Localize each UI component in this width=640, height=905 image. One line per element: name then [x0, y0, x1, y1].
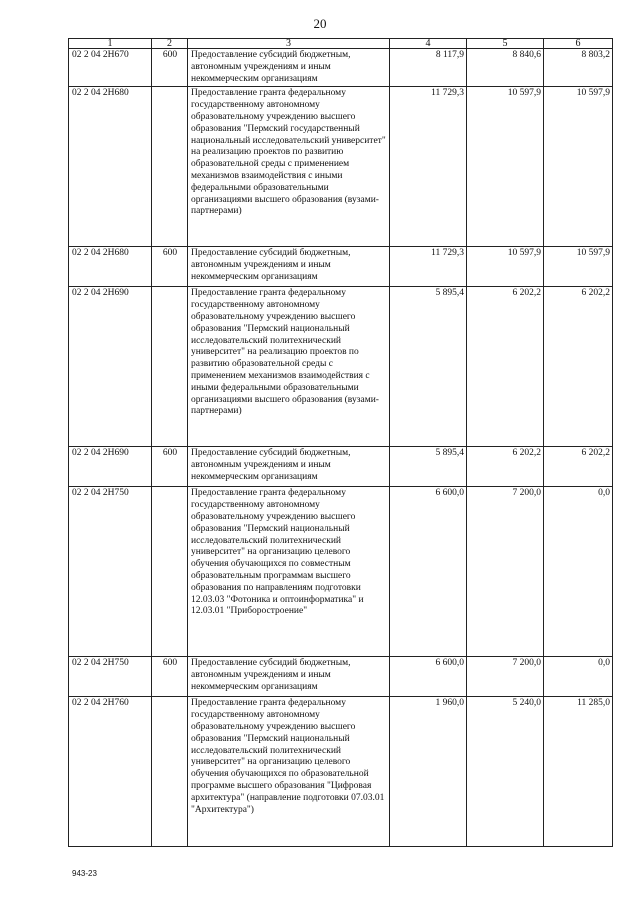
budget-table	[68, 38, 613, 847]
header-col-6: 6	[544, 39, 613, 49]
description-cell: Предоставление гранта федеральному государственному автономному образовательному учреждению высшего образования "Пермский национальный исследовательский политехнический университет" на реализацию проектов по развитию образовательной среды с применением механизмов взаимодействия с иными федеральными образовательными организациями высшего образования (вузами-партнерами)	[188, 287, 390, 447]
table-row	[69, 287, 613, 447]
value-col4-cell: 11 729,3	[390, 247, 467, 287]
description-cell: Предоставление гранта федеральному государственному автономному образовательному учреждению высшего образования "Пермский национальный исследовательский политехнический университет" на организацию целевого обучения обучающихся по образовательной программе высшего образования "Цифровая архитектура" (направление подготовки 07.03.01 "Архитектура")	[188, 697, 390, 847]
table-row	[69, 487, 613, 657]
value-col6-cell: 6 202,2	[544, 287, 613, 447]
header-col-1: 1	[69, 39, 152, 49]
value-col5-cell: 7 200,0	[467, 487, 544, 657]
code-cell: 02 2 04 2Н670	[69, 49, 152, 87]
page-number: 20	[313, 16, 327, 31]
expense-type-cell	[152, 697, 188, 847]
value-col4-cell: 5 895,4	[390, 447, 467, 487]
header-col-5: 5	[467, 39, 544, 49]
value-col5-cell: 8 840,6	[467, 49, 544, 87]
value-col5-cell: 5 240,0	[467, 697, 544, 847]
code-cell: 02 2 04 2Н690	[69, 447, 152, 487]
expense-type-cell	[152, 487, 188, 657]
table-row	[69, 247, 613, 287]
value-col4-cell: 1 960,0	[390, 697, 467, 847]
value-col5-cell: 7 200,0	[467, 657, 544, 697]
code-cell: 02 2 04 2Н760	[69, 697, 152, 847]
value-col4-cell: 8 117,9	[390, 49, 467, 87]
code-cell: 02 2 04 2Н690	[69, 287, 152, 447]
expense-type-cell	[152, 287, 188, 447]
table-row	[69, 697, 613, 847]
value-col4-cell: 11 729,3	[390, 87, 467, 247]
expense-type-cell: 600	[152, 447, 188, 487]
header-row	[69, 39, 613, 49]
description-cell: Предоставление субсидий бюджетным, автономным учреждениям и иным некоммерческим организациям	[188, 657, 390, 697]
expense-type-cell: 600	[152, 49, 188, 87]
value-col6-cell: 8 803,2	[544, 49, 613, 87]
description-cell: Предоставление гранта федеральному государственному автономному образовательному учреждению высшего образования "Пермский государственный национальный исследовательский университет" на реализацию проектов по развитию образовательной среды с применением механизмов взаимодействия с иными федеральными образовательными организациями высшего образования (вузами-партнерами)	[188, 87, 390, 247]
table-row	[69, 49, 613, 87]
header-col-3: 3	[188, 39, 390, 49]
table-row	[69, 447, 613, 487]
value-col4-cell: 6 600,0	[390, 657, 467, 697]
description-cell: Предоставление субсидий бюджетным, автономным учреждениям и иным некоммерческим организациям	[188, 49, 390, 87]
code-cell: 02 2 04 2Н750	[69, 657, 152, 697]
code-cell: 02 2 04 2Н680	[69, 247, 152, 287]
expense-type-cell	[152, 87, 188, 247]
expense-type-cell: 600	[152, 657, 188, 697]
value-col6-cell: 10 597,9	[544, 87, 613, 247]
value-col5-cell: 6 202,2	[467, 287, 544, 447]
description-cell: Предоставление субсидий бюджетным, автономным учреждениям и иным некоммерческим организациям	[188, 247, 390, 287]
description-cell: Предоставление гранта федеральному государственному автономному образовательному учреждению высшего образования "Пермский национальный исследовательский политехнический университет" на организацию целевого обучения обучающихся по совместным образовательным программам высшего образования по направлениям подготовки 12.03.03 "Фотоника и оптоинформатика" и 12.03.01 "Приборостроение"	[188, 487, 390, 657]
value-col6-cell: 10 597,9	[544, 247, 613, 287]
value-col5-cell: 10 597,9	[467, 87, 544, 247]
value-col4-cell: 5 895,4	[390, 287, 467, 447]
value-col5-cell: 6 202,2	[467, 447, 544, 487]
value-col6-cell: 0,0	[544, 657, 613, 697]
table-row	[69, 87, 613, 247]
expense-type-cell: 600	[152, 247, 188, 287]
code-cell: 02 2 04 2Н750	[69, 487, 152, 657]
header-col-2: 2	[152, 39, 188, 49]
header-col-4: 4	[390, 39, 467, 49]
value-col6-cell: 11 285,0	[544, 697, 613, 847]
value-col5-cell: 10 597,9	[467, 247, 544, 287]
value-col6-cell: 0,0	[544, 487, 613, 657]
code-cell: 02 2 04 2Н680	[69, 87, 152, 247]
description-cell: Предоставление субсидий бюджетным, автономным учреждениям и иным некоммерческим организациям	[188, 447, 390, 487]
value-col4-cell: 6 600,0	[390, 487, 467, 657]
footer-document-code: 943-23	[72, 869, 97, 878]
table-row	[69, 657, 613, 697]
value-col6-cell: 6 202,2	[544, 447, 613, 487]
